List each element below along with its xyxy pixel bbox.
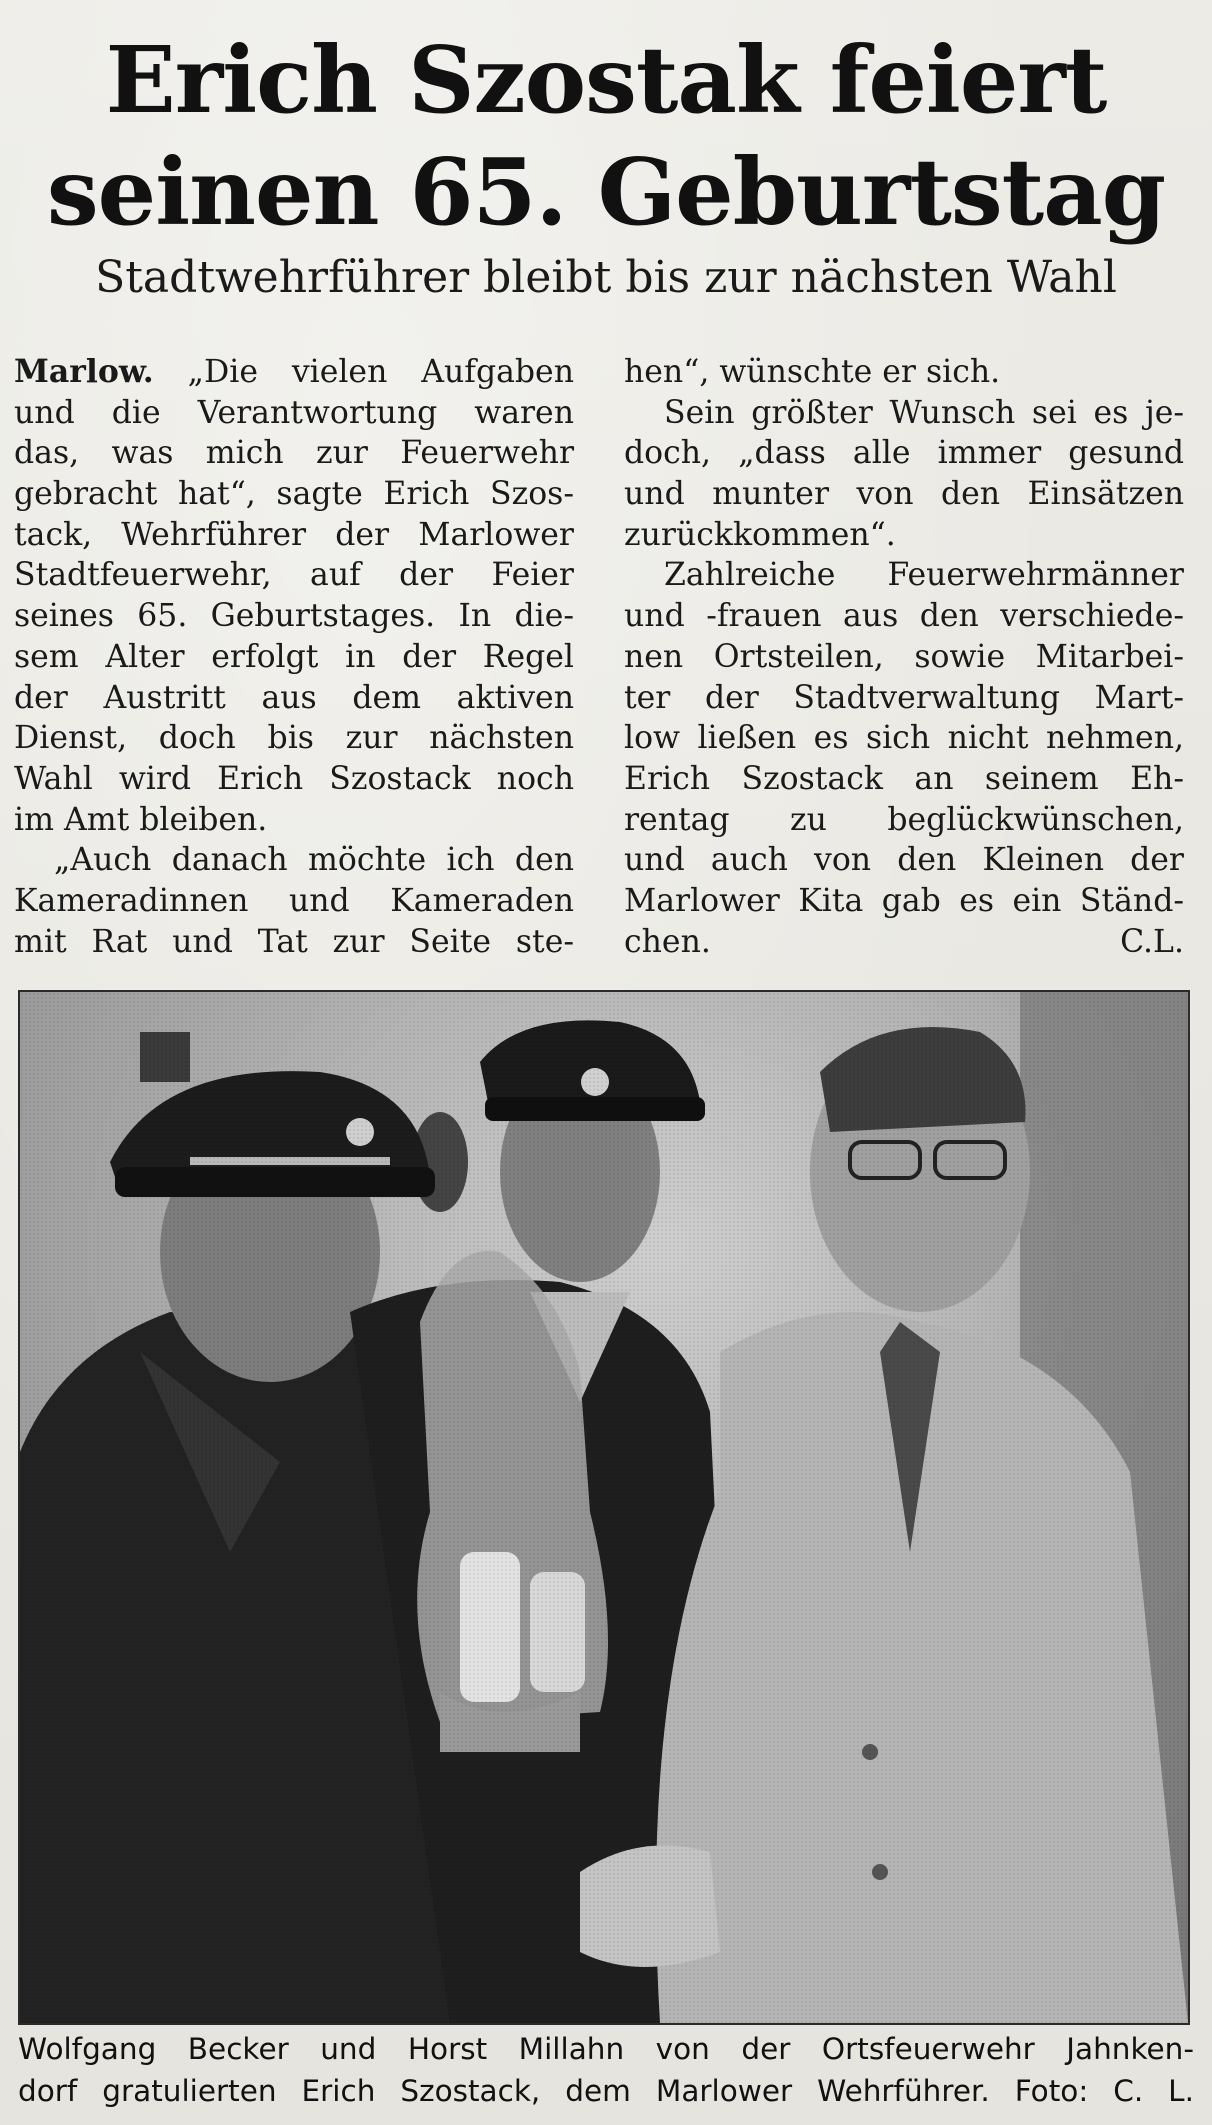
article-line: hen“, wünschte er sich. <box>624 354 1001 390</box>
article-line: Sein größter Wunsch sei es je- <box>664 394 1184 431</box>
article-line: chen. C.L. <box>624 922 1184 963</box>
subheadline: Stadtwehrführer bleibt bis zur nächsten Wahl <box>95 252 1117 303</box>
article-line: rentag zu beglückwünschen, <box>624 801 1184 838</box>
article-line: und die Verantwortung waren <box>14 394 574 431</box>
article-line: „Auch danach möchte ich den <box>54 842 574 879</box>
headline-line-1: Erich Szostak feiert <box>105 26 1107 134</box>
article-line: zurückkommen“. <box>624 516 896 553</box>
photo-caption <box>18 2028 1194 2112</box>
article-line: das, was mich zur Feuerwehr <box>14 435 574 472</box>
headline-line-2: seinen 65. Geburtstag <box>46 138 1166 246</box>
article-column-1 <box>14 352 574 962</box>
caption-line: Wolfgang Becker und Horst Millahn von der Ortsfeuerwehr Jahnken- <box>18 2032 1194 2066</box>
article-line: low ließen es sich nicht nehmen, <box>624 720 1184 757</box>
article-line: sem Alter erfolgt in der Regel <box>14 638 574 675</box>
caption-line: dorf gratulierten Erich Szostack, dem Marlower Wehrführer. Foto: C. L. <box>18 2074 1194 2108</box>
article-line: doch, „dass alle immer gesund <box>624 435 1184 472</box>
article-line: Marlower Kita gab es ein Ständ- <box>624 882 1184 919</box>
article-line: seines 65. Geburtstages. In die- <box>14 598 574 635</box>
article-line: und -frauen aus den verschiede- <box>624 598 1184 635</box>
article-line: nen Ortsteilen, sowie Mitarbei- <box>624 638 1184 675</box>
article-line: im Amt bleiben. <box>14 801 268 838</box>
article-line: der Austritt aus dem aktiven <box>14 679 574 716</box>
article-line: Erich Szostack an seinem Eh- <box>624 760 1184 797</box>
article-line: gebracht hat“, sagte Erich Szos- <box>14 476 574 513</box>
photo-credit: Foto: C. L. <box>1014 2074 1194 2108</box>
article-line: Wahl wird Erich Szostack noch <box>14 760 574 797</box>
article-line: und auch von den Kleinen der <box>624 842 1184 879</box>
article-line: und munter von den Einsätzen <box>624 476 1184 513</box>
article-line: ter der Stadtverwaltung Mart- <box>624 679 1184 716</box>
article-line: Marlow. „Die vielen Aufgaben <box>14 353 574 390</box>
article-line: tack, Wehrführer der Marlower <box>14 516 574 553</box>
article-line: mit Rat und Tat zur Seite ste- <box>14 923 574 960</box>
article-column-2 <box>624 352 1184 962</box>
news-photo <box>18 990 1190 2025</box>
byline: C.L. <box>1120 923 1184 960</box>
article-line: Kameradinnen und Kameraden <box>14 882 574 919</box>
article-line: Stadtfeuerwehr, auf der Feier <box>14 557 574 594</box>
article-line: Dienst, doch bis zur nächsten <box>14 720 574 757</box>
photo-illustration <box>20 992 1188 2023</box>
dateline: Marlow. <box>14 353 154 390</box>
article-line: Zahlreiche Feuerwehrmänner <box>664 557 1184 594</box>
